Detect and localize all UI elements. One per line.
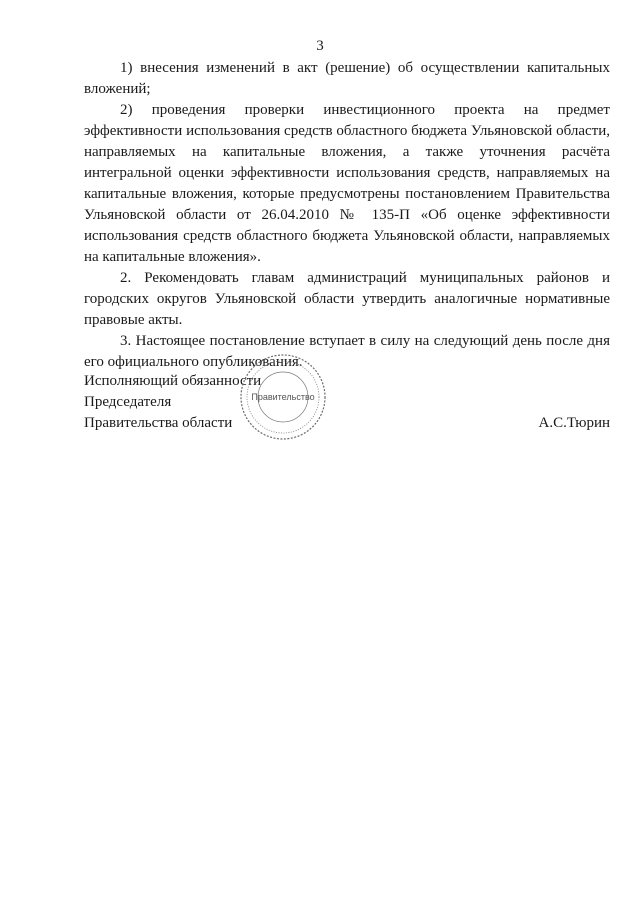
paragraph-item-1: 1) внесения изменений в акт (решение) об осуществлении капитальных вложений; <box>84 60 610 97</box>
seal-text: Правительство <box>251 392 315 402</box>
official-seal <box>238 352 328 442</box>
paragraph-item-2: 2) проведения проверки инвестиционного проекта на предмет эффективности использования средств областного бюджета Ульяновской области, направляемых на капитальные вложения, а также уточнения расчёта интегральной оценки эффективности использования средств, направляемых на капитальные вложения, которые предусмотрены постановлением Правительства Ульяновской области от 26.04.2010 № 135-П «Об оценке эффективности использования средств областного бюджета Ульяновской области, направляемых на капитальные вложения». <box>84 102 610 265</box>
paragraph-recommendation: 2. Рекомендовать главам администраций муниципальных районов и городских округов Ульяновской области утвердить аналогичные нормативные правовые акты. <box>84 270 610 328</box>
paragraph-effective-date: 3. Настоящее постановление вступает в силу на следующий день после дня его официального опубликования. <box>84 333 610 370</box>
page-number: 3 <box>316 38 324 54</box>
signature-block <box>84 371 610 434</box>
signatory-title-line3: Правительства области <box>84 415 233 431</box>
signatory-title-line2: Председателя <box>84 394 172 410</box>
signatory-name: А.С.Тюрин <box>538 415 610 431</box>
document-body <box>84 58 610 373</box>
signatory-title-line1: Исполняющий обязанности <box>84 373 262 389</box>
